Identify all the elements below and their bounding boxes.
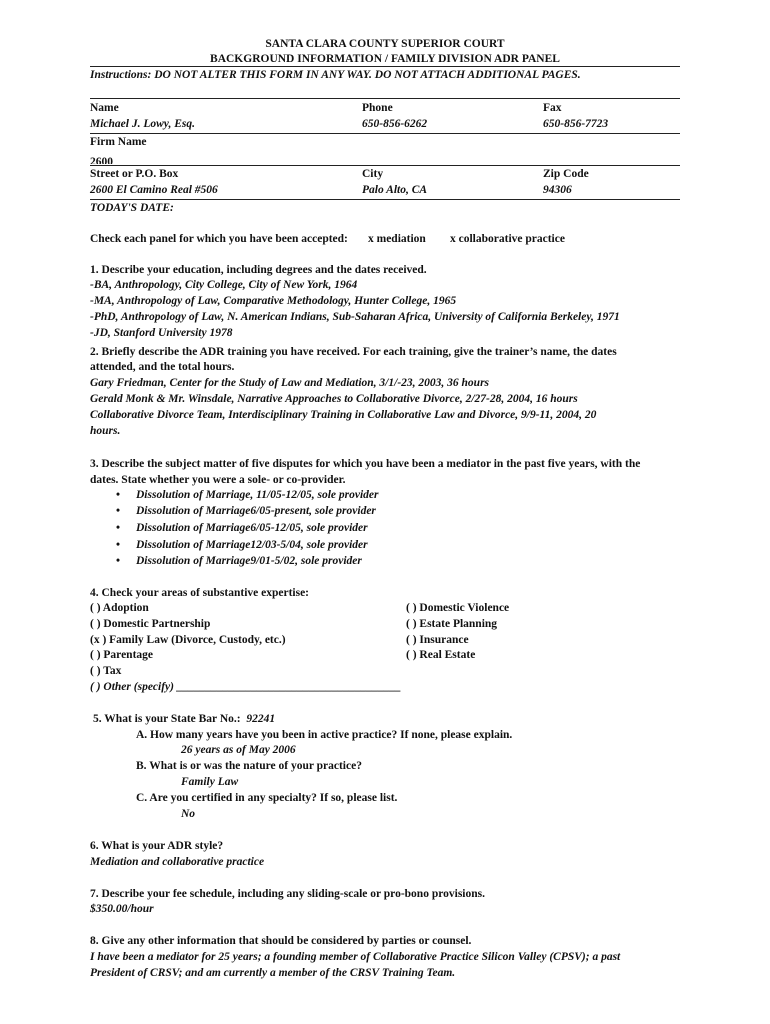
firm-value: 2600 [90,156,113,164]
bullet-icon: • [116,522,121,534]
city-value: Palo Alto, CA [362,184,428,196]
street-label: Street or P.O. Box [90,168,179,180]
street-value: 2600 El Camino Real #506 [90,184,218,196]
divider [90,199,680,200]
firm-label: Firm Name [90,136,147,148]
q2-question: 2. Briefly describe the ADR training you have received. For each training, give the trainer’s name, the dates [90,346,617,358]
q7-answer: $350.00/hour [90,903,154,915]
bullet-icon: • [116,505,121,517]
q1-answer: -JD, Stanford University 1978 [90,327,233,339]
list-item: • Dissolution of Marriage12/03-5/04, sole provider [116,539,368,551]
name-value: Michael J. Lowy, Esq. [90,118,195,130]
form-title: BACKGROUND INFORMATION / FAMILY DIVISION ADR PANEL [210,53,560,65]
q6-answer: Mediation and collaborative practice [90,856,265,868]
q5c-question: C. Are you certified in any specialty? If so, please list. [136,792,398,804]
list-item: • Dissolution of Marriage9/01-5/02, sole provider [116,555,362,567]
expertise-option: (x ) Family Law (Divorce, Custody, etc.) [90,634,286,646]
zip-label: Zip Code [543,168,589,180]
expertise-option: ( ) Domestic Partnership [90,618,211,630]
expertise-option: ( ) Insurance [406,634,469,646]
q3-question: 3. Describe the subject matter of five disputes for which you have been a mediator in the past five years, with the [90,458,641,470]
q4-question: 4. Check your areas of substantive expertise: [90,587,310,599]
q7-question: 7. Describe your fee schedule, including any sliding-scale or pro-bono provisions. [90,888,485,900]
list-item: • Dissolution of Marriage6/05-12/05, sole provider [116,522,368,534]
bullet-icon: • [116,489,121,501]
list-item: • Dissolution of Marriage, 11/05-12/05, sole provider [116,489,379,501]
q1-answer: -BA, Anthropology, City College, City of New York, 1964 [90,279,358,291]
q5b-question: B. What is or was the nature of your practice? [136,760,362,772]
q2-answer: Gary Friedman, Center for the Study of Law and Mediation, 3/1/-23, 2003, 36 hours [90,377,490,389]
name-label: Name [90,102,119,114]
fax-label: Fax [543,102,562,114]
zip-value: 94306 [543,184,572,196]
q1-question: 1. Describe your education, including degrees and the dates received. [90,264,427,276]
panel-collaborative: x collaborative practice [450,233,565,245]
panel-prompt: Check each panel for which you have been accepted: [90,233,348,245]
q2-answer: Collaborative Divorce Team, Interdisciplinary Training in Collaborative Law and Divorce, 9/9-11, 2004, 20 [90,409,597,421]
expertise-option: ( ) Real Estate [406,649,476,661]
q5-question: 5. What is your State Bar No.: 92241 [93,713,276,725]
expertise-option: ( ) Adoption [90,602,149,614]
expertise-option: ( ) Domestic Violence [406,602,510,614]
divider [90,165,680,166]
q3-question-cont: dates. State whether you were a sole- or co-provider. [90,474,346,486]
list-item: • Dissolution of Marriage6/05-present, sole provider [116,505,376,517]
q8-question: 8. Give any other information that should be considered by parties or counsel. [90,935,472,947]
court-title: SANTA CLARA COUNTY SUPERIOR COURT [265,38,505,50]
bar-number: 92241 [246,713,276,725]
q5a-question: A. How many years have you been in active practice? If none, please explain. [136,729,513,741]
city-label: City [362,168,384,180]
bullet-icon: • [116,539,121,551]
fax-value: 650-856-7723 [543,118,609,130]
phone-value: 650-856-6262 [362,118,428,130]
q2-answer: Gerald Monk & Mr. Winsdale, Narrative Approaches to Collaborative Divorce, 2/27-28, 2004, 16 hours [90,393,578,405]
divider [90,98,680,99]
expertise-other: ( ) Other (specify) _______________________________________ [90,681,402,693]
q2-question-cont: attended, and the total hours. [90,361,235,373]
panel-mediation: x mediation [368,233,426,245]
expertise-option: ( ) Parentage [90,649,154,661]
todays-date-label: TODAY'S DATE: [90,202,174,214]
q8-answer: I have been a mediator for 25 years; a founding member of Collaborative Practice Silicon Valley (CPSV); a past [90,951,621,963]
q5b-answer: Family Law [181,776,239,788]
bullet-icon: • [116,555,121,567]
q1-answer: -MA, Anthropology of Law, Comparative Methodology, Hunter College, 1965 [90,295,457,307]
expertise-option: ( ) Tax [90,665,122,677]
q5a-answer: 26 years as of May 2006 [181,744,296,756]
phone-label: Phone [362,102,393,114]
q2-answer: hours. [90,425,121,437]
q1-answer: -PhD, Anthropology of Law, N. American Indians, Sub-Saharan Africa, University of California Berkeley, 1971 [90,311,620,323]
q8-answer-cont: President of CRSV; and am currently a member of the CRSV Training Team. [90,967,456,979]
q6-question: 6. What is your ADR style? [90,840,224,852]
divider [90,66,680,67]
expertise-option: ( ) Estate Planning [406,618,498,630]
divider [90,133,680,134]
q5c-answer: No [181,808,196,820]
instructions: Instructions: DO NOT ALTER THIS FORM IN ANY WAY. DO NOT ATTACH ADDITIONAL PAGES. [90,69,581,81]
